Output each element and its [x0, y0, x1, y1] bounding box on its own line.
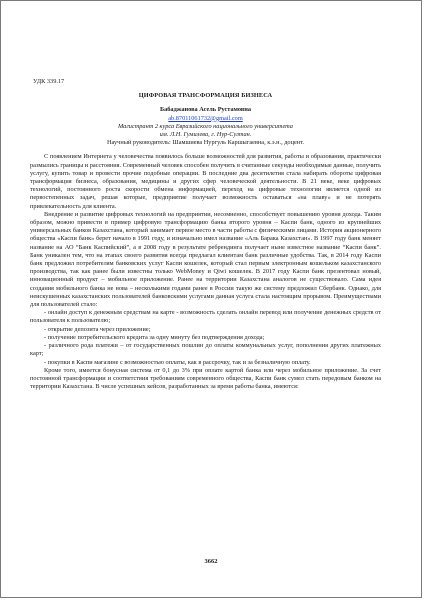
paragraph-final: Кроме того, имеется бонусная система от 0,1 до 3% при оплате картой банка или через мобильное приложение. За счет постоянной трансформации и соответствия требованиям современного общества, Каспи банк сумел стать передовым банком на территории Казахстана. В числе успешных кейсов, разработанных за время работы банка, имеются: [30, 366, 381, 391]
author-email [30, 115, 381, 123]
paper-title: ЦИФРОВАЯ ТРАНСФОРМАЦИЯ БИЗНЕСА [138, 92, 273, 100]
udk-code: УДК 339.17 [33, 78, 65, 85]
author-name: Бабаджанова Асель Рустамовна [159, 106, 252, 114]
page-number: 3662 [204, 558, 218, 565]
paragraph-intro: С появлением Интернета у человечества появилось больше возможностей для развития, работы и образования, практически размылись границы и расстояния. Современный человек способен получить в считанные секунды необходимые данные, получить услугу, купить товар и провести прочие подобные операции. В последние два десятилетия стала набирать обороты цифровая трансформация бизнеса, образования, медицины и других сфер человеческой деятельности. В 21 веке, веке цифровых технологий, постоянного роста скорости обмена информацией, переход на цифровые технологии является одной из первостепенных задач, решая которые, предприятие получает возможность оставаться «на плаву» и не потерять привлекательность для клиента. [30, 153, 381, 210]
paper-body [30, 78, 381, 391]
list-item: - онлайн доступ к денежным средствам на карте - возможность сделать онлайн перевод или получение денежных средств от пользователя к пользователю; [30, 309, 381, 325]
paragraph-kaspi: Внедрение и развитие цифровых технологий на предприятии, несомненно, способствует повышению уровня дохода. Таким образом, можно привести в пример цифровую трансформацию банка второго уровня – Каспи банк, одного из крупнейших универсальных банков Казахстана, который занимает первое место в части работы с физическими лицами. История акционерного общества «Каспи банк» берет начало в 1991 году, и изначально имел название «Аль Барака Казахстан». В 1997 году банк меняет название на АО “Банк Каспийский”, а в 2008 году в результате ребрендинга получает ныне известное название “Каспи банк”. Банк уникален тем, что на этапах своего развития всегда предлагал клиентам банк различные удобства. Так, в 2014 году Каспи банк предложил потребителям банковских услуг Каспи кошелек, который стал первым электронным кошельком казахстанского производства, так как ранее были известны только WebMoney и Qiwi кошелек. В 2017 году Каспи банк презентовал новый, инновационный продукт – мобильное приложение. Ранее на территории Казахстана аналогов не существовало. Сама идея создания мобильного банка не нова – несколькими годами ранее в России такую же систему предложил Сбербанк. Однако, для неискушенных казахстанских пользователей банковскими услугами данная услуга стала настоящим прорывом. Преимуществами для пользователей стало: [30, 210, 381, 309]
list-item: - получение потребительского кредита за одну минуту без подтверждения дохода; [44, 333, 265, 341]
supervisor-line: Научный руководитель: Шамшиева Нургуль Каршыгаевна, к.э.н., доцент. [107, 139, 304, 147]
affiliation-line-2: им. Л.Н. Гумилева, г. Нур-Султан. [159, 131, 252, 139]
email-link[interactable]: ab.87011061732@gmail.com [168, 114, 243, 122]
list-item: - открытие депозита через приложение; [44, 325, 151, 333]
list-item: - различного рода платежи – от государственных пошлин до оплаты коммунальных услуг, пополнения других платежных карт; [30, 342, 381, 358]
affiliation-line-1: Магистрант 2 курса Евразийского национального университета [118, 122, 293, 130]
list-item: - покупки в Каспи магазине с возможностью оплаты, как в рассрочку, так и за безналичную оплату. [44, 358, 311, 366]
